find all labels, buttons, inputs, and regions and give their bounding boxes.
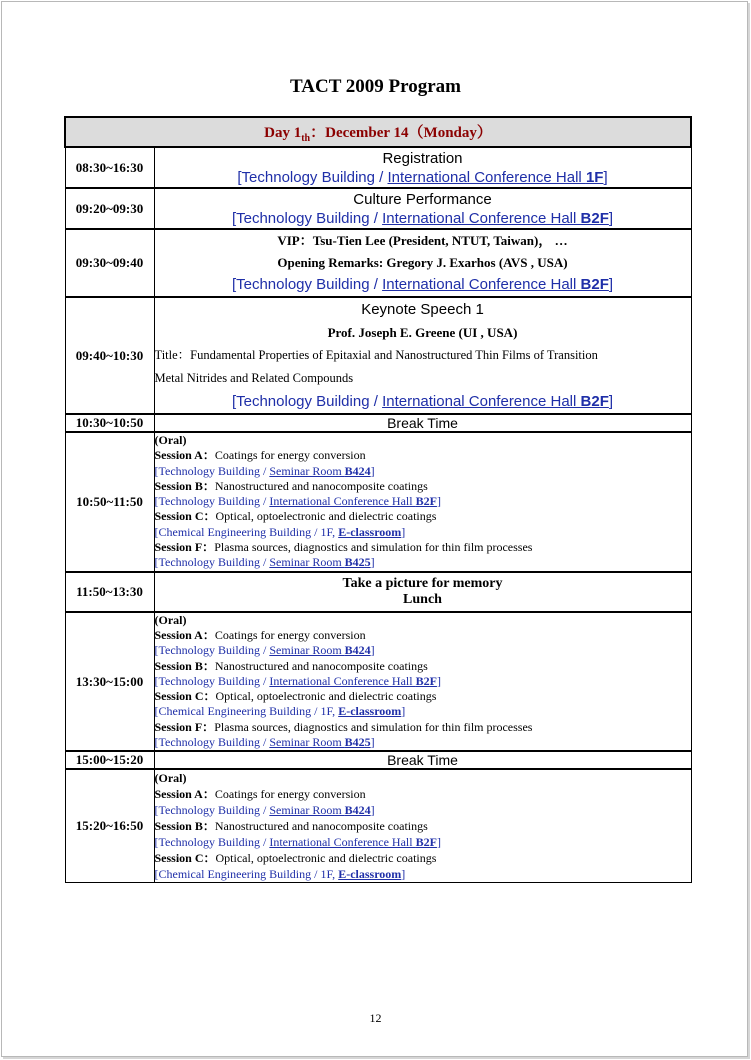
oral-label: (Oral) [154,612,187,627]
oral-label: (Oral) [154,433,187,447]
session-c-location: [Chemical Engineering Building / 1F, E-classroom] [154,524,406,539]
location-link[interactable]: International Conference Hall 1F [387,168,604,186]
day-header-row [65,117,691,147]
location-link[interactable]: International Conference Hall B2F [269,673,437,688]
time-cell: 15:20~16:50 [65,769,154,883]
location-link[interactable]: E-classroom [338,867,402,882]
day-header: Day $1_{th}$：December 14（Monday） [65,117,691,147]
table-row [65,612,691,752]
location-link[interactable]: E-classroom [338,704,402,719]
talk-title-cont: Metal Nitrides and Related Compounds [154,371,354,385]
location-link[interactable]: International Conference Hall B2F [269,494,437,509]
time-cell: 09:30~09:40 [65,229,154,297]
location-link[interactable]: Seminar Room B424 [269,803,371,818]
session-f-location: [Technology Building / Seminar Room B425] [154,555,375,570]
event-title: Culture Performance [353,190,492,208]
session-a-location: [Technology Building / Seminar Room B424] [154,463,375,478]
session-b: Session B：Nanostructured and nanocomposite coatings [154,658,428,673]
session-b: Session B：Nanostructured and nanocomposite coatings [154,478,428,493]
lunch-cell [154,572,691,612]
location-link[interactable]: Seminar Room B425 [269,555,371,570]
program-table [64,116,692,883]
location-link[interactable]: Seminar Room B425 [269,735,371,750]
content-cell [154,229,691,297]
location: [Technology Building / International Conference Hall B2F] [231,276,614,293]
time-cell: 10:30~10:50 [65,414,154,432]
session-b-location: [Technology Building / International Conference Hall B2F] [154,835,441,850]
content-cell [154,147,691,188]
opening-remarks: Opening Remarks: Gregory J. Exarhos (AVS , USA) [277,255,568,270]
time-cell: 10:50~11:50 [65,432,154,572]
session-c: Session C：Optical, optoelectronic and dielectric coatings [154,509,437,524]
keynote-speaker: Prof. Joseph E. Greene (UI , USA) [327,325,518,340]
keynote-title: Keynote Speech 1 [361,301,484,318]
table-row [65,751,691,769]
session-a-location: [Technology Building / Seminar Room B424] [154,803,375,818]
talk-title: Title：Fundamental Properties of Epitaxial and Nanostructured Thin Films of Transition [154,348,598,362]
location: [Technology Building / International Conference Hall B2F] [231,393,614,410]
event-title: Registration [382,149,463,167]
session-c: Session C：Optical, optoelectronic and dielectric coatings [154,689,437,704]
location-link[interactable]: International Conference Hall B2F [382,276,609,293]
vip-line: VIP：Tsu-Tien Lee (President, NTUT, Taiwan)， … [277,233,568,248]
time-cell: 09:40~10:30 [65,297,154,414]
session-b-location: [Technology Building / International Conference Hall B2F] [154,673,441,688]
session-b: Session B：Nanostructured and nanocomposite coatings [154,819,428,834]
break-cell: Break Time [154,751,691,769]
session-f: Session F：Plasma sources, diagnostics and simulation for thin film processes [154,719,533,734]
session-f: Session F：Plasma sources, diagnostics and simulation for thin film processes [154,540,533,555]
session-c: Session C：Optical, optoelectronic and dielectric coatings [154,851,437,866]
location: [Technology Building / International Conference Hall B2F] [231,209,614,227]
session-c-location: [Chemical Engineering Building / 1F, E-classroom] [154,867,406,882]
time-cell: 13:30~15:00 [65,612,154,752]
photo-note: Take a picture for memory [342,575,503,591]
session-a: Session A：Coatings for energy conversion [154,787,366,802]
table-row [65,572,691,612]
page-number: 12 [369,1011,382,1025]
location: [Technology Building / International Conference Hall 1F] [237,168,608,186]
table-row [65,297,691,414]
location-link[interactable]: Seminar Room B424 [269,463,371,478]
table-row [65,229,691,297]
session-a-location: [Technology Building / Seminar Room B424] [154,643,375,658]
location-link[interactable]: International Conference Hall B2F [382,209,609,227]
content-cell [154,297,691,414]
table-row [65,188,691,229]
content-cell [154,188,691,229]
table-row [65,432,691,572]
session-cell [154,432,691,572]
time-cell: 15:00~15:20 [65,751,154,769]
break-cell: Break Time [154,414,691,432]
session-b-location: [Technology Building / International Conference Hall B2F] [154,494,441,509]
session-a: Session A：Coatings for energy conversion [154,627,366,642]
time-cell: 08:30~16:30 [65,147,154,188]
session-a: Session A：Coatings for energy conversion [154,448,366,463]
location-link[interactable]: E-classroom [338,524,402,539]
table-row [65,769,691,883]
document-title: TACT 2009 Program [290,76,461,97]
session-cell [154,612,691,752]
time-cell: 11:50~13:30 [65,572,154,612]
session-cell [154,769,691,883]
lunch-label: Lunch [403,591,442,607]
table-row [65,147,691,188]
location-link[interactable]: Seminar Room B424 [269,643,371,658]
oral-label: (Oral) [154,771,187,786]
table-row [65,414,691,432]
location-link[interactable]: International Conference Hall B2F [382,393,609,410]
time-cell: 09:20~09:30 [65,188,154,229]
session-c-location: [Chemical Engineering Building / 1F, E-classroom] [154,704,406,719]
session-f-location: [Technology Building / Seminar Room B425] [154,735,375,750]
location-link[interactable]: International Conference Hall B2F [269,835,437,850]
